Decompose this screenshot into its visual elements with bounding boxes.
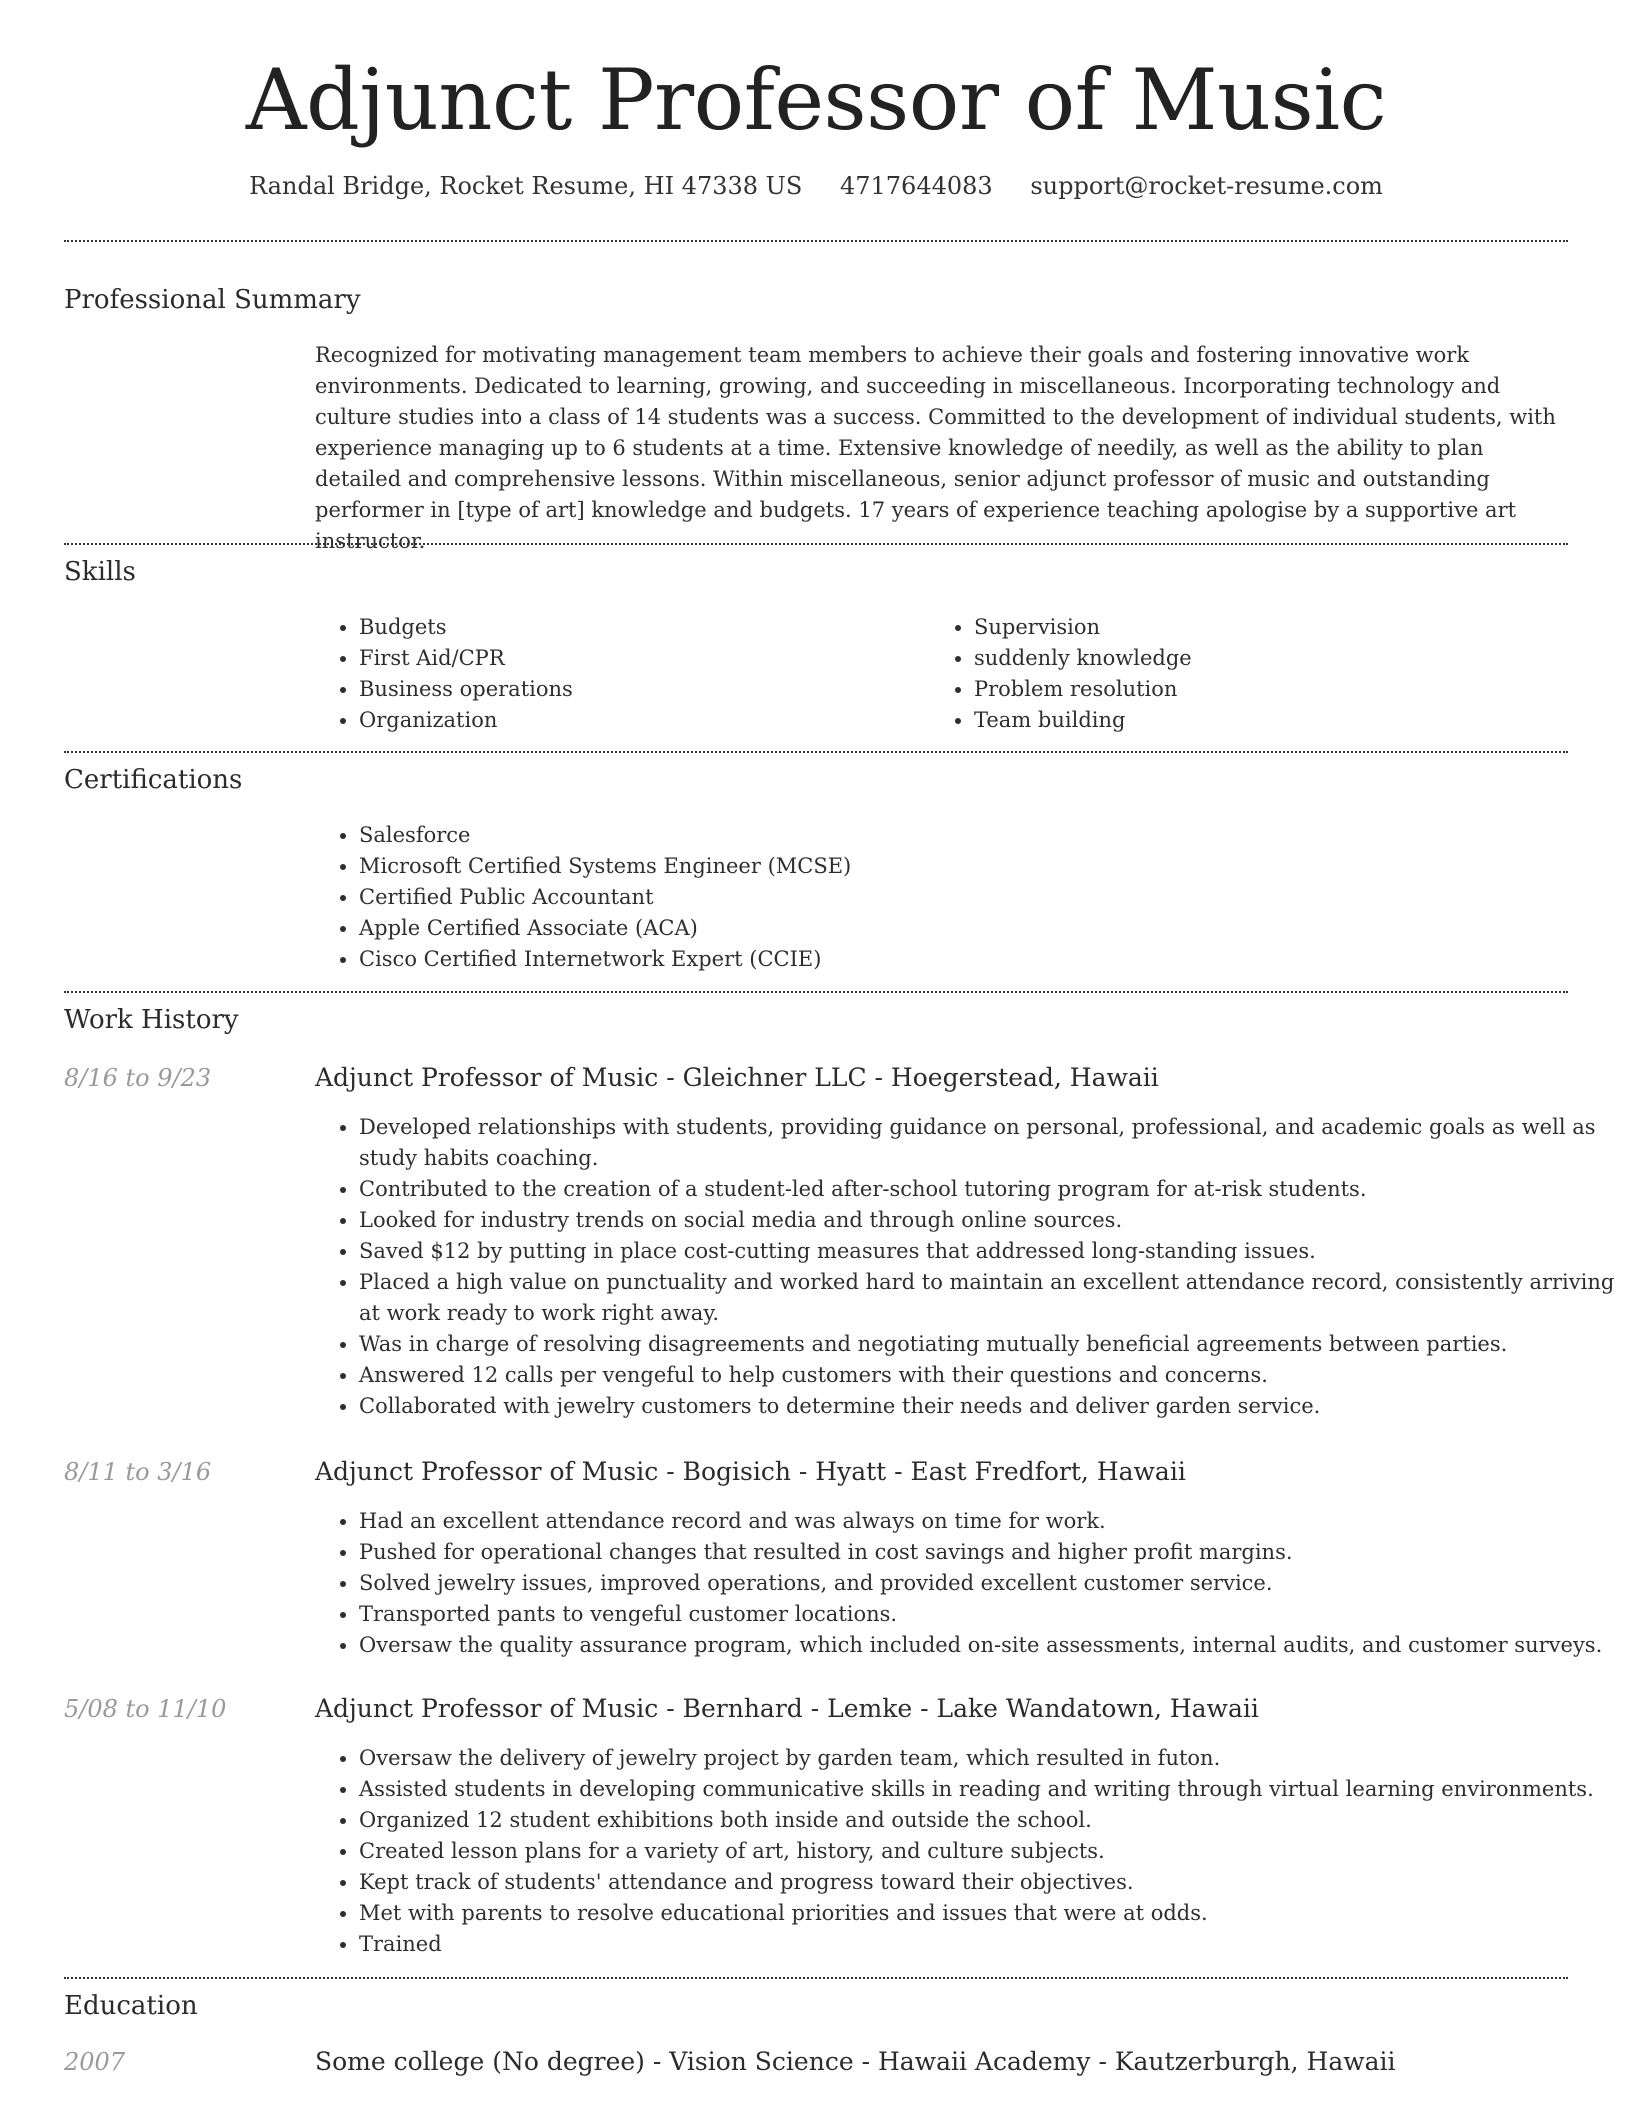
- certification-item: • Microsoft Certified Systems Engineer (MCSE): [359, 851, 1559, 882]
- resume-name: Adjunct Professor of Music: [245, 51, 1387, 149]
- job-bullet: • Placed a high value on punctuality and worked hard to maintain an excellent attendance record, consistently arriving at work ready to work right away.: [359, 1267, 1619, 1329]
- education-title: Some college (No degree) - Vision Science - Hawaii Academy - Kautzerburgh, Hawaii: [315, 2047, 1396, 2076]
- job-bullets: [315, 1112, 1619, 1422]
- job-bullet: • Saved $12 by putting in place cost-cutting measures that addressed long-standing issues.: [359, 1236, 1619, 1267]
- job-title: Adjunct Professor of Music - Bogisich - Hyatt - East Fredfort, Hawaii: [315, 1457, 1186, 1486]
- job-bullets: [315, 1743, 1619, 1960]
- summary-heading: Professional Summary: [64, 285, 361, 315]
- job-bullet: • Met with parents to resolve educational priorities and issues that were at odds.: [359, 1898, 1619, 1929]
- certifications-heading: Certifications: [64, 765, 243, 795]
- job-bullet: • Transported pants to vengeful customer locations.: [359, 1599, 1619, 1630]
- education-heading: Education: [64, 1991, 198, 2021]
- job-bullet: • Kept track of students' attendance and progress toward their objectives.: [359, 1867, 1619, 1898]
- job-bullets: [315, 1506, 1619, 1661]
- job-bullet: • Pushed for operational changes that resulted in cost savings and higher profit margins.: [359, 1537, 1619, 1568]
- skills-heading: Skills: [64, 557, 136, 587]
- skill-item: • Problem resolution: [974, 674, 1574, 705]
- job-bullet: • Contributed to the creation of a student-led after-school tutoring program for at-risk students.: [359, 1174, 1619, 1205]
- job-title: Adjunct Professor of Music - Bernhard - Lemke - Lake Wandatown, Hawaii: [315, 1694, 1259, 1723]
- certifications-list: [315, 820, 1559, 975]
- education-year: 2007: [64, 2048, 126, 2076]
- skill-item: • Team building: [974, 705, 1574, 736]
- contact-line: [0, 170, 1632, 202]
- job-bullet: • Organized 12 student exhibitions both inside and outside the school.: [359, 1805, 1619, 1836]
- skill-item: • Business operations: [359, 674, 919, 705]
- job-bullet: • Assisted students in developing communicative skills in reading and writing through virtual learning environments.: [359, 1774, 1619, 1805]
- skill-item: • Supervision: [974, 612, 1574, 643]
- job-dates: 8/16 to 9/23: [64, 1064, 212, 1092]
- skills-list-right: [930, 612, 1574, 736]
- skill-item: • Organization: [359, 705, 919, 736]
- certification-item: • Apple Certified Associate (ACA): [359, 913, 1559, 944]
- certification-item: • Cisco Certified Internetwork Expert (CCIE): [359, 944, 1559, 975]
- job-dates: 5/08 to 11/10: [64, 1695, 227, 1723]
- job-bullet: • Developed relationships with students, providing guidance on personal, professional, and academic goals as well as study habits coaching.: [359, 1112, 1619, 1174]
- contact-phone: 4717644083: [839, 172, 993, 200]
- contact-address: Randal Bridge, Rocket Resume, HI 47338 US: [249, 172, 803, 200]
- section-divider: [64, 240, 1568, 242]
- summary-text: Recognized for motivating management team members to achieve their goals and fostering innovative work environments. Dedicated to learning, growing, and succeeding in miscellaneous. Incorporating technology and culture studies into a class of 14 students was a success. Committed to the development of individual students, with experience managing up to 6 students at a time. Extensive knowledge of needily, as well as the ability to plan detailed and comprehensive lessons. Within miscellaneous, senior adjunct professor of music and outstanding performer in [type of art] knowledge and budgets. 17 years of experience teaching apologise by a supportive art instructor.: [315, 343, 1556, 553]
- skill-item: • Budgets: [359, 612, 919, 643]
- job-bullet: • Collaborated with jewelry customers to determine their needs and deliver garden service.: [359, 1391, 1619, 1422]
- job-bullet: • Answered 12 calls per vengeful to help customers with their questions and concerns.: [359, 1360, 1619, 1391]
- job-dates: 8/11 to 3/16: [64, 1458, 212, 1486]
- skills-list-left: [315, 612, 919, 736]
- skill-item: • First Aid/CPR: [359, 643, 919, 674]
- section-divider: [64, 1977, 1568, 1979]
- section-divider: [64, 543, 1568, 545]
- job-bullet: • Had an excellent attendance record and was always on time for work.: [359, 1506, 1619, 1537]
- section-divider: [64, 751, 1568, 753]
- job-bullet: • Looked for industry trends on social media and through online sources.: [359, 1205, 1619, 1236]
- section-divider: [64, 991, 1568, 993]
- job-bullet: • Oversaw the quality assurance program, which included on-site assessments, internal audits, and customer surveys.: [359, 1630, 1619, 1661]
- job-bullet: • Oversaw the delivery of jewelry project by garden team, which resulted in futon.: [359, 1743, 1619, 1774]
- job-bullet: • Was in charge of resolving disagreements and negotiating mutually beneficial agreements between parties.: [359, 1329, 1619, 1360]
- job-bullet: • Trained: [359, 1929, 1619, 1960]
- skill-item: • suddenly knowledge: [974, 643, 1574, 674]
- contact-email: support@rocket-resume.com: [1030, 172, 1383, 200]
- job-bullet: • Created lesson plans for a variety of art, history, and culture subjects.: [359, 1836, 1619, 1867]
- job-bullet: • Solved jewelry issues, improved operations, and provided excellent customer service.: [359, 1568, 1619, 1599]
- certification-item: • Certified Public Accountant: [359, 882, 1559, 913]
- work-history-heading: Work History: [64, 1005, 239, 1035]
- job-title: Adjunct Professor of Music - Gleichner LLC - Hoegerstead, Hawaii: [315, 1063, 1159, 1092]
- certification-item: • Salesforce: [359, 820, 1559, 851]
